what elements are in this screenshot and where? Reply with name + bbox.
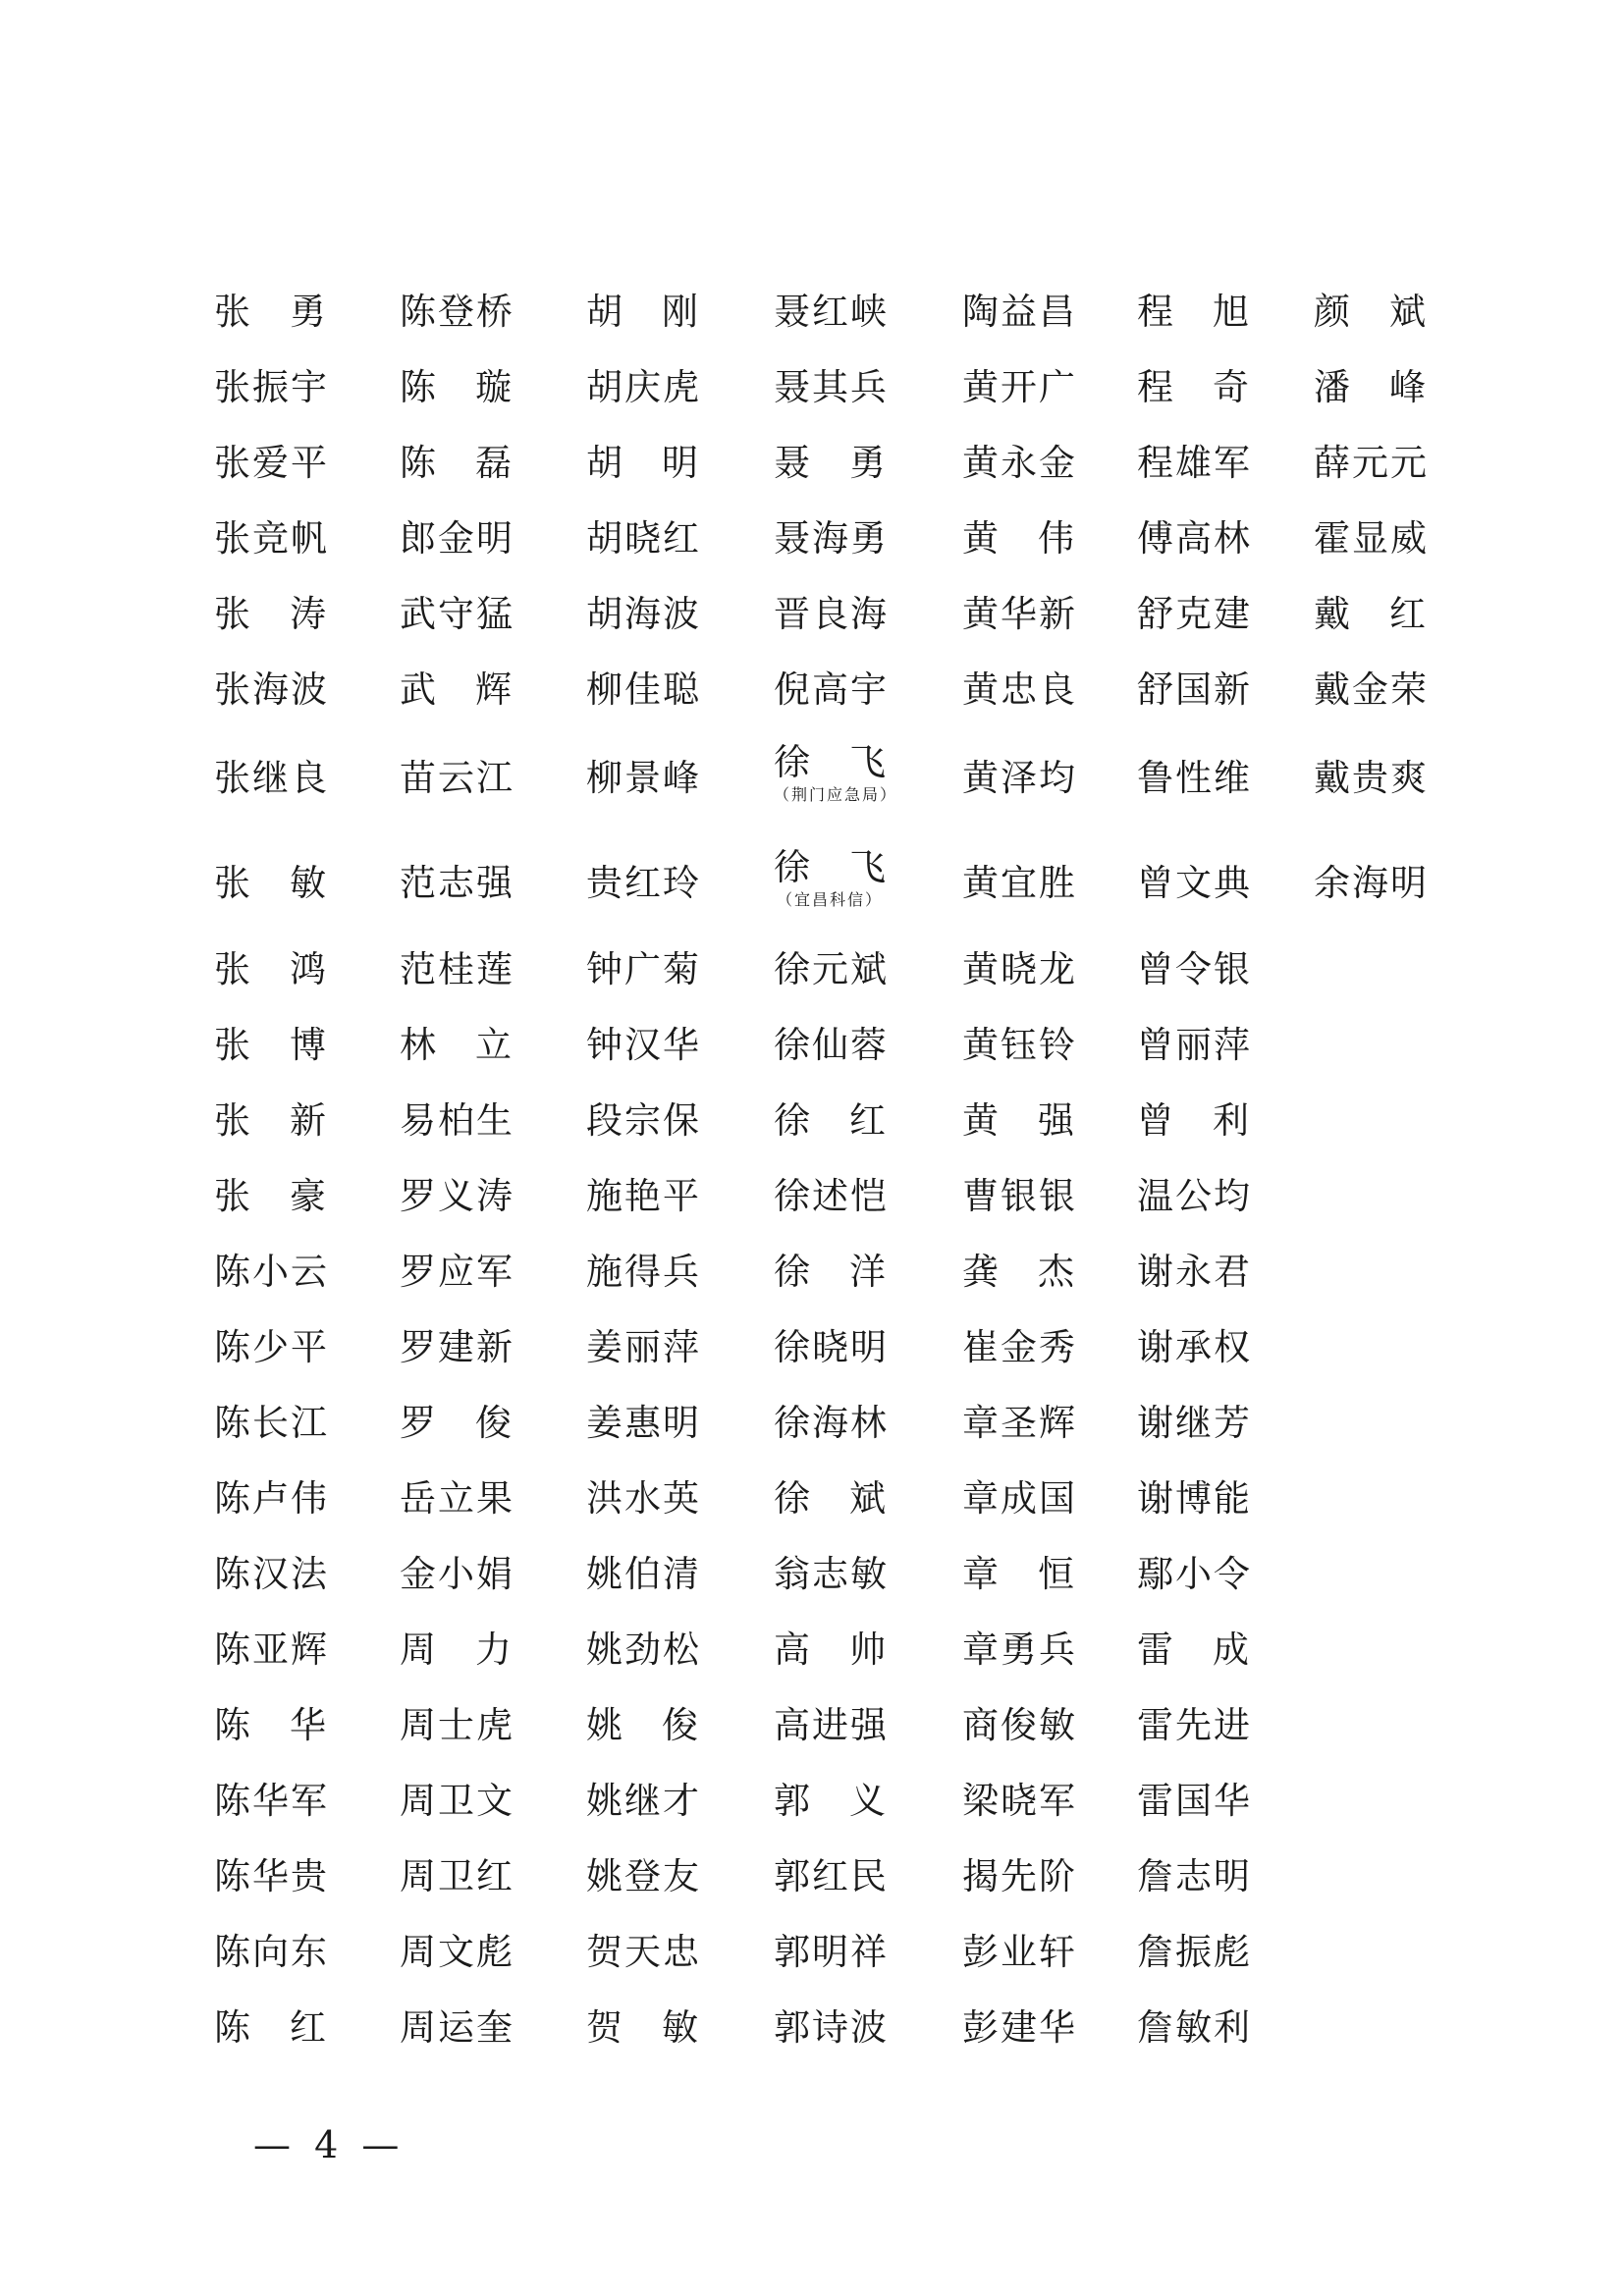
name-entry: 张 涛 <box>214 593 326 635</box>
name-entry: 胡 明 <box>586 442 698 484</box>
name-entry: 鄢小令 <box>1137 1553 1252 1595</box>
name-entry: 徐 红 <box>774 1099 886 1142</box>
name-entry: 雷 成 <box>1137 1629 1249 1671</box>
name-entry: 洪水英 <box>586 1477 701 1520</box>
name-entry: 郎金明 <box>400 517 514 560</box>
name-entry: 黄钰铃 <box>962 1024 1077 1066</box>
name-entry: 胡海波 <box>586 593 701 635</box>
name-entry: 聂其兵 <box>774 366 889 408</box>
name-entry: 潘 峰 <box>1314 366 1426 408</box>
name-entry: 黄宜胜 <box>962 862 1077 904</box>
name-entry: 张海波 <box>214 668 329 711</box>
name-entry: 张 勇 <box>214 291 326 333</box>
name-entry: 周文彪 <box>400 1931 514 1973</box>
name-entry: 舒国新 <box>1137 668 1252 711</box>
name-entry: 陈汉法 <box>214 1553 329 1595</box>
name-entry: 姚劲松 <box>586 1629 701 1671</box>
name-entry: 雷先进 <box>1137 1704 1252 1746</box>
name-entry: 周卫文 <box>400 1780 514 1822</box>
name-entry: 黄开广 <box>962 366 1077 408</box>
name-entry: 施艳平 <box>586 1175 701 1217</box>
name-entry: 曾 利 <box>1137 1099 1249 1142</box>
name-entry: 施得兵 <box>586 1251 701 1293</box>
name-entry: 范桂莲 <box>400 948 514 990</box>
name-entry: 段宗保 <box>586 1099 701 1142</box>
name-entry: 戴贵爽 <box>1314 757 1429 799</box>
name-entry: 郭 义 <box>774 1780 886 1822</box>
name-entry: 翁志敏 <box>774 1553 889 1595</box>
name-entry: 林 立 <box>400 1024 512 1066</box>
name-entry: 周士虎 <box>400 1704 514 1746</box>
name-entry: 黄泽均 <box>962 757 1077 799</box>
name-entry: 聂 勇 <box>774 442 886 484</box>
name-entry: 姚 俊 <box>586 1704 698 1746</box>
name-entry <box>774 846 886 911</box>
page-number: — 4 — <box>253 2123 406 2166</box>
name-entry: 罗义涛 <box>400 1175 514 1217</box>
name-entry: 龚 杰 <box>962 1251 1074 1293</box>
name-entry: 舒克建 <box>1137 593 1252 635</box>
name-entry: 章勇兵 <box>962 1629 1077 1671</box>
name-entry: 温公均 <box>1137 1175 1252 1217</box>
name-entry: 苗云江 <box>400 757 514 799</box>
name-entry: 章 恒 <box>962 1553 1074 1595</box>
name-entry: 张竞帆 <box>214 517 329 560</box>
name-note: （宜昌科信） <box>776 890 883 909</box>
name-entry: 武 辉 <box>400 668 512 711</box>
name-entry: 颜 斌 <box>1314 291 1426 333</box>
name-entry: 揭先阶 <box>962 1855 1077 1897</box>
name-entry: 贺天忠 <box>586 1931 701 1973</box>
name-entry: 陈 华 <box>214 1704 326 1746</box>
name-entry: 徐晓明 <box>774 1326 889 1368</box>
name-entry: 钟广菊 <box>586 948 701 990</box>
name-entry: 章圣辉 <box>962 1402 1077 1444</box>
name-entry: 郭诗波 <box>774 2006 889 2049</box>
name-entry: 徐元斌 <box>774 948 889 990</box>
name-entry: 武守猛 <box>400 593 514 635</box>
name-entry: 周卫红 <box>400 1855 514 1897</box>
name-entry: 詹敏利 <box>1137 2006 1252 2049</box>
name-entry: 徐 斌 <box>774 1477 886 1520</box>
name-entry: 黄晓龙 <box>962 948 1077 990</box>
name-entry: 章成国 <box>962 1477 1077 1520</box>
name-entry: 黄华新 <box>962 593 1077 635</box>
name-entry: 张 豪 <box>214 1175 326 1217</box>
name-entry: 贺 敏 <box>586 2006 698 2049</box>
name-entry: 金小娟 <box>400 1553 514 1595</box>
name-entry: 钟汉华 <box>586 1024 701 1066</box>
name-entry: 罗应军 <box>400 1251 514 1293</box>
name-entry: 余海明 <box>1314 862 1429 904</box>
name-entry: 曾丽萍 <box>1137 1024 1252 1066</box>
name-entry: 陈 红 <box>214 2006 326 2049</box>
name-entry: 徐 洋 <box>774 1251 886 1293</box>
name-entry: 陈小云 <box>214 1251 329 1293</box>
name-entry: 陈华军 <box>214 1780 329 1822</box>
name-entry: 傅高林 <box>1137 517 1252 560</box>
name-entry: 詹振彪 <box>1137 1931 1252 1973</box>
name-entry: 张 鸿 <box>214 948 326 990</box>
name-entry: 罗 俊 <box>400 1402 512 1444</box>
name-entry: 周 力 <box>400 1629 512 1671</box>
name-entry: 周运奎 <box>400 2006 514 2049</box>
name-entry: 黄忠良 <box>962 668 1077 711</box>
name-entry: 高 帅 <box>774 1629 886 1671</box>
name-entry: 胡庆虎 <box>586 366 701 408</box>
name-entry: 霍显威 <box>1314 517 1429 560</box>
name-entry: 柳佳聪 <box>586 668 701 711</box>
name-entry: 谢承权 <box>1137 1326 1252 1368</box>
name-entry: 陈卢伟 <box>214 1477 329 1520</box>
name-note: （荆门应急局） <box>774 785 898 804</box>
name-entry: 彭业轩 <box>962 1931 1077 1973</box>
name-entry: 贵红玲 <box>586 862 701 904</box>
name-entry: 程雄军 <box>1137 442 1252 484</box>
name-entry: 胡 刚 <box>586 291 698 333</box>
name-entry: 商俊敏 <box>962 1704 1077 1746</box>
name-entry: 张 敏 <box>214 862 326 904</box>
name-entry: 陈少平 <box>214 1326 329 1368</box>
name-entry: 陈 磊 <box>400 442 512 484</box>
name-entry: 陈华贵 <box>214 1855 329 1897</box>
name-entry: 晋良海 <box>774 593 889 635</box>
name-entry: 姚伯清 <box>586 1553 701 1595</box>
name-entry: 崔金秀 <box>962 1326 1077 1368</box>
name-entry: 程 奇 <box>1137 366 1249 408</box>
name-entry: 戴 红 <box>1314 593 1426 635</box>
name-entry: 张爱平 <box>214 442 329 484</box>
name-entry: 徐海林 <box>774 1402 889 1444</box>
name-entry: 陶益昌 <box>962 291 1077 333</box>
name-entry: 罗建新 <box>400 1326 514 1368</box>
name-text: 徐 飞 <box>774 846 886 888</box>
name-entry: 黄 强 <box>962 1099 1074 1142</box>
name-entry: 谢永君 <box>1137 1251 1252 1293</box>
name-entry: 黄 伟 <box>962 517 1074 560</box>
name-entry: 岳立果 <box>400 1477 514 1520</box>
name-entry: 柳景峰 <box>586 757 701 799</box>
name-entry: 范志强 <box>400 862 514 904</box>
name-entry: 曾令银 <box>1137 948 1252 990</box>
name-entry: 聂海勇 <box>774 517 889 560</box>
name-entry: 陈登桥 <box>400 291 514 333</box>
name-entry: 彭建华 <box>962 2006 1077 2049</box>
name-entry: 戴金荣 <box>1314 668 1429 711</box>
name-entry: 张振宇 <box>214 366 329 408</box>
name-entry: 陈 璇 <box>400 366 512 408</box>
name-entry: 陈亚辉 <box>214 1629 329 1671</box>
name-entry: 张继良 <box>214 757 329 799</box>
name-entry <box>774 741 898 806</box>
name-entry: 徐仙蓉 <box>774 1024 889 1066</box>
name-entry: 聂红峡 <box>774 291 889 333</box>
name-entry: 姚登友 <box>586 1855 701 1897</box>
name-entry: 曹银银 <box>962 1175 1077 1217</box>
name-entry: 张 博 <box>214 1024 326 1066</box>
name-entry: 谢博能 <box>1137 1477 1252 1520</box>
name-entry: 谢继芳 <box>1137 1402 1252 1444</box>
name-entry: 倪高宇 <box>774 668 889 711</box>
name-entry: 易柏生 <box>400 1099 514 1142</box>
name-entry: 薛元元 <box>1314 442 1429 484</box>
name-entry: 雷国华 <box>1137 1780 1252 1822</box>
name-entry: 郭明祥 <box>774 1931 889 1973</box>
name-entry: 姜丽萍 <box>586 1326 701 1368</box>
name-entry: 梁晓军 <box>962 1780 1077 1822</box>
name-entry: 陈向东 <box>214 1931 329 1973</box>
name-entry: 鲁性维 <box>1137 757 1252 799</box>
name-entry: 高进强 <box>774 1704 889 1746</box>
name-entry: 黄永金 <box>962 442 1077 484</box>
name-entry: 程 旭 <box>1137 291 1249 333</box>
name-entry: 胡晓红 <box>586 517 701 560</box>
name-entry: 詹志明 <box>1137 1855 1252 1897</box>
name-entry: 陈长江 <box>214 1402 329 1444</box>
name-entry: 曾文典 <box>1137 862 1252 904</box>
name-entry: 姜惠明 <box>586 1402 701 1444</box>
name-entry: 姚继才 <box>586 1780 701 1822</box>
name-entry: 徐述恺 <box>774 1175 889 1217</box>
name-entry: 郭红民 <box>774 1855 889 1897</box>
name-text: 徐 飞 <box>774 741 886 783</box>
name-entry: 张 新 <box>214 1099 326 1142</box>
